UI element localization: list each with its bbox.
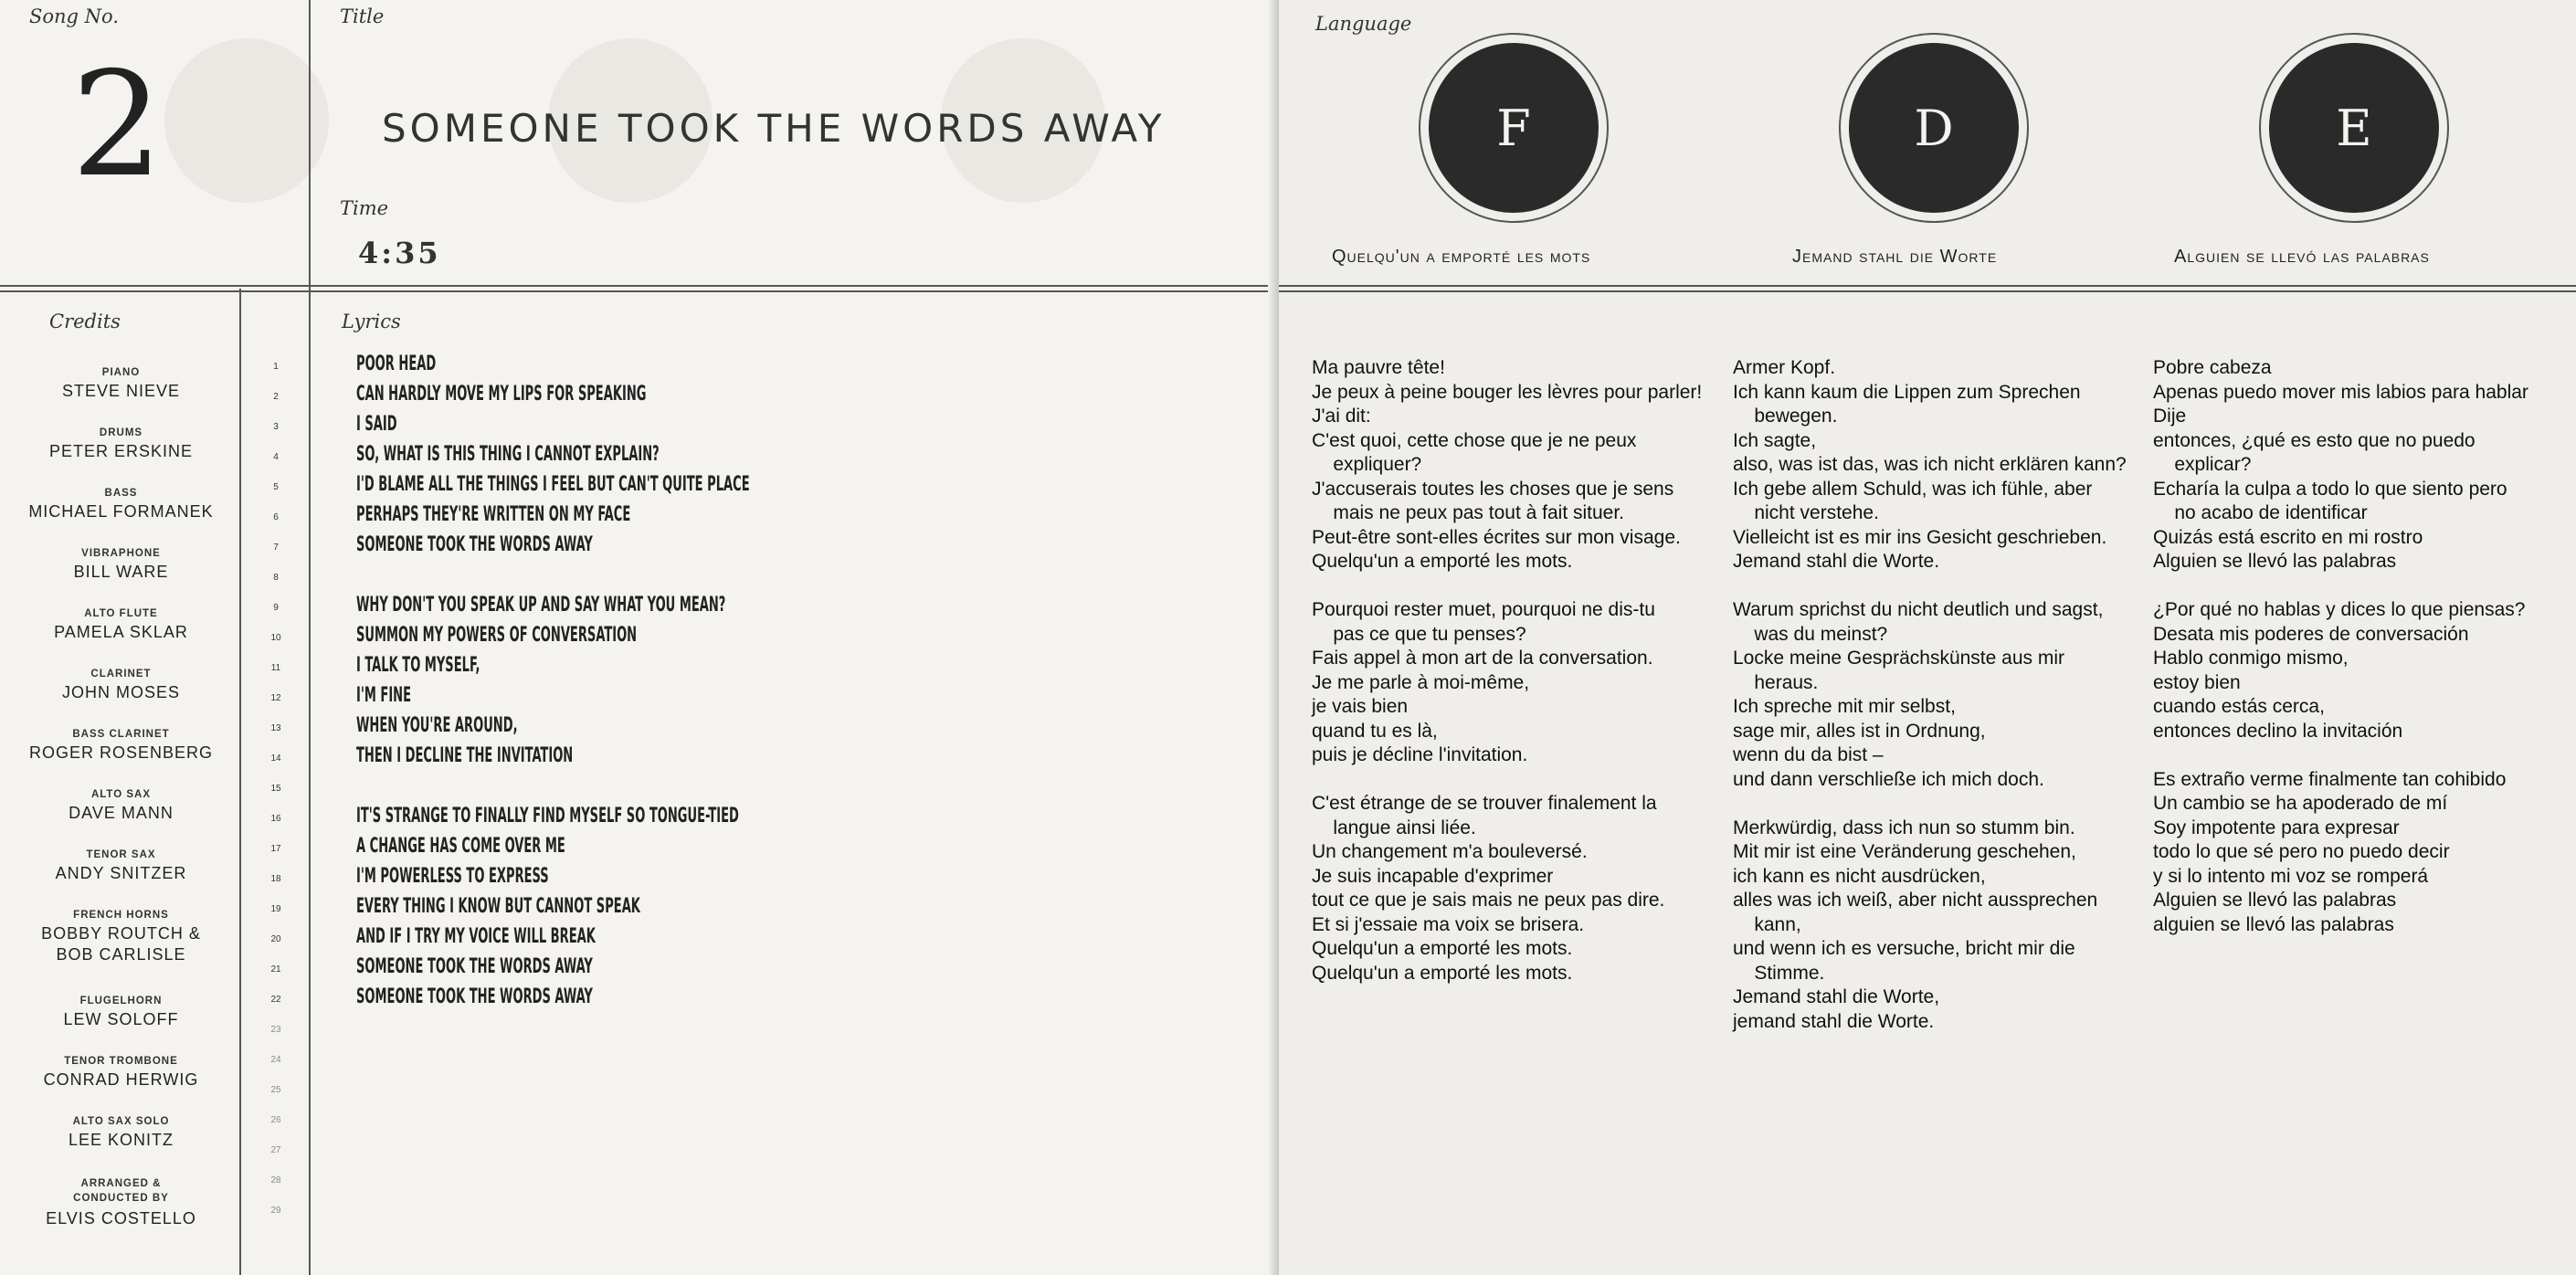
credit-name: ANDY SNITZER <box>55 864 187 882</box>
translation-line: wenn du da bist – <box>1733 744 1884 765</box>
language-letter: D <box>1849 43 2019 213</box>
line-number: 4 <box>273 452 279 462</box>
translation-line: pas ce que tu penses? <box>1312 623 1526 645</box>
translation-line: kann, <box>1733 913 1801 935</box>
translation-line: Et si j'essaie ma voix se brisera. <box>1312 913 1585 935</box>
translation-line: jemand stahl die Worte. <box>1733 1010 1935 1032</box>
translation-line: no acabo de identificar <box>2153 502 2368 523</box>
lyric-line: THEN I DECLINE THE INVITATION <box>356 744 574 767</box>
credit-name: ELVIS COSTELLO <box>46 1209 196 1228</box>
credit-entry <box>0 789 242 824</box>
translation-line: Un changement m'a bouleversé. <box>1312 841 1588 862</box>
line-number: 13 <box>270 723 281 733</box>
time-label: Time <box>340 197 389 219</box>
translation-line: Ma pauvre tête! <box>1312 357 1445 378</box>
line-number: 25 <box>270 1085 281 1095</box>
translation-line: explicar? <box>2153 454 2252 475</box>
credit-name: STEVE NIEVE <box>61 382 181 400</box>
translation-line <box>2153 743 2528 768</box>
line-number: 23 <box>270 1025 281 1035</box>
credit-role: ARRANGED & CONDUCTED BY <box>73 1178 169 1204</box>
credit-name: BILL WARE <box>73 563 169 581</box>
translation-text <box>2153 356 2528 937</box>
header-rule <box>0 290 1279 292</box>
line-number: 11 <box>270 663 281 673</box>
lyric-line: SUMMON MY POWERS OF CONVERSATION <box>356 624 638 647</box>
credits-label: Credits <box>49 311 121 332</box>
translation-line: Stimme. <box>1733 962 1825 984</box>
translation-line: entonces declino la invitación <box>2153 720 2403 742</box>
lyric-line: WHY DON'T YOU SPEAK UP AND SAY WHAT YOU MEAN? <box>356 594 726 616</box>
left-page <box>0 0 1279 1275</box>
translation-line: J'accuserais toutes les choses que je sens <box>1312 478 1674 500</box>
header-rule <box>1279 290 2576 292</box>
line-number: 7 <box>273 543 279 553</box>
line-number: 3 <box>273 422 279 432</box>
translation-line: Quelqu'un a emporté les mots. <box>1312 962 1573 984</box>
credit-role: CLARINET <box>90 669 152 680</box>
lyric-line: SOMEONE TOOK THE WORDS AWAY <box>356 955 593 978</box>
translation-line: Desata mis poderes de conversación <box>2153 623 2469 645</box>
song-title: SOMEONE TOOK THE WORDS AWAY <box>382 106 1166 151</box>
translation-line: Apenas puedo mover mis labios para hablar <box>2153 381 2528 403</box>
line-number: 18 <box>270 874 281 884</box>
credit-entry <box>0 1116 242 1151</box>
translation-line: Je peux à peine bouger les lèvres pour parler! <box>1312 381 1703 403</box>
lyric-line: I TALK TO MYSELF, <box>356 654 480 677</box>
translation-line: Un cambio se ha apoderado de mí <box>2153 793 2448 814</box>
song-time: 4:35 <box>358 236 441 270</box>
line-number: 26 <box>270 1115 281 1125</box>
translation-line: Es extraño verme finalmente tan cohibido <box>2153 768 2507 790</box>
credit-name: PETER ERSKINE <box>48 442 194 460</box>
translation-line: Locke meine Gesprächskünste aus mir <box>1733 648 2064 669</box>
credit-role: ALTO SAX <box>90 789 152 800</box>
credit-entry <box>0 849 242 884</box>
lyric-line: AND IF I TRY MY VOICE WILL BREAK <box>356 925 596 948</box>
line-number: 24 <box>270 1055 281 1065</box>
credit-name: JOHN MOSES <box>61 683 180 701</box>
translation-line: quand tu es là, <box>1312 720 1438 742</box>
credit-name: BOBBY ROUTCH & BOB CARLISLE <box>41 924 201 964</box>
language-title: Alguien se llevó las palabras <box>2174 247 2430 267</box>
translation-text <box>1312 356 1702 985</box>
right-page <box>1279 0 2576 1275</box>
line-number: 22 <box>270 995 281 1005</box>
translation-line: cuando estás cerca, <box>2153 696 2325 717</box>
translation-line: Pobre cabeza <box>2153 357 2272 378</box>
translation-line: Peut-être sont-elles écrites sur mon visage. <box>1312 526 1681 548</box>
line-number: 6 <box>273 512 279 522</box>
credit-entry <box>0 669 242 703</box>
translation-line: und dann verschließe ich mich doch. <box>1733 768 2044 790</box>
credit-entry <box>0 548 242 583</box>
credit-name: DAVE MANN <box>69 804 174 822</box>
credit-name: PAMELA SKLAR <box>54 623 188 641</box>
credit-entry <box>0 729 242 764</box>
translation-line: Je me parle à moi-même, <box>1312 671 1530 693</box>
lyric-line: CAN HARDLY MOVE MY LIPS FOR SPEAKING <box>356 383 647 406</box>
translation-line: Warum sprichst du nicht deutlich und sagst, <box>1733 599 2104 620</box>
language-title: Jemand stahl die Worte <box>1792 247 1998 267</box>
translation-line: Ich gebe allem Schuld, was ich fühle, aber <box>1733 478 2093 500</box>
translation-line: Quelqu'un a emporté les mots. <box>1312 938 1573 959</box>
song-number: 2 <box>71 41 164 209</box>
language-title: Quelqu'un a emporté les mots <box>1332 247 1591 267</box>
lyric-line: I'M FINE <box>356 684 412 707</box>
line-number: 2 <box>273 392 279 402</box>
language-letter: E <box>2269 43 2439 213</box>
translation-line: Jemand stahl die Worte, <box>1733 986 1940 1007</box>
credit-entry <box>0 367 242 402</box>
credit-name: LEE KONITZ <box>68 1131 174 1149</box>
translation-line: alles was ich weiß, aber nicht aussprechen <box>1733 890 2098 911</box>
line-number: 28 <box>270 1175 281 1185</box>
translation-line: estoy bien <box>2153 671 2241 693</box>
credit-role: DRUMS <box>99 427 143 438</box>
translation-text <box>1733 356 2127 1034</box>
column-divider <box>309 0 311 1275</box>
credit-role: BASS CLARINET <box>72 729 170 740</box>
translation-line: Alguien se llevó las palabras <box>2153 551 2397 572</box>
translation-line: heraus. <box>1733 671 1819 693</box>
translation-line: und wenn ich es versuche, bricht mir die <box>1733 938 2075 959</box>
translation-line: y si lo intento mi voz se romperá <box>2153 865 2429 887</box>
credit-entry <box>0 488 242 522</box>
credit-entry <box>0 1056 242 1091</box>
title-label: Title <box>340 5 385 27</box>
translation-line: je vais bien <box>1312 696 1409 717</box>
ghost-circle <box>164 38 329 203</box>
language-label: Language <box>1315 13 1412 35</box>
line-number: 27 <box>270 1145 281 1155</box>
translation-line: J'ai dit: <box>1312 406 1371 427</box>
credit-entry <box>0 996 242 1030</box>
line-number: 20 <box>270 934 281 944</box>
credit-role: VIBRAPHONE <box>81 548 161 559</box>
header-rule <box>1279 285 2576 287</box>
translation-line: Quelqu'un a emporté les mots. <box>1312 551 1573 572</box>
line-number: 5 <box>273 482 279 492</box>
translation-line: alguien se llevó las palabras <box>2153 913 2394 935</box>
translation-line: Pourquoi rester muet, pourquoi ne dis-tu <box>1312 599 1655 620</box>
header-rule <box>0 285 1279 287</box>
credit-role: PIANO <box>101 367 141 378</box>
translation-line: ¿Por qué no hablas y dices lo que piensas? <box>2153 599 2526 620</box>
translation-line: tout ce que je sais mais ne peux pas dire. <box>1312 890 1665 911</box>
translation-line: Je suis incapable d'exprimer <box>1312 865 1554 887</box>
language-badge-e <box>2259 33 2449 223</box>
translation-line <box>1312 768 1702 793</box>
lyric-line: SOMEONE TOOK THE WORDS AWAY <box>356 985 593 1008</box>
credit-role: ALTO FLUTE <box>84 608 158 619</box>
credit-name: MICHAEL FORMANEK <box>28 502 214 521</box>
translation-line: Merkwürdig, dass ich nun so stumm bin. <box>1733 817 2075 838</box>
song-no-label: Song No. <box>29 5 119 27</box>
credit-entry <box>0 910 242 965</box>
translation-line: nicht verstehe. <box>1733 502 1879 523</box>
line-number: 12 <box>270 693 281 703</box>
line-number: 10 <box>270 633 281 643</box>
credit-role: FRENCH HORNS <box>73 910 169 921</box>
language-badge-d <box>1839 33 2029 223</box>
credit-role: TENOR TROMBONE <box>64 1056 178 1067</box>
translation-line: Alguien se llevó las palabras <box>2153 890 2397 911</box>
translation-line <box>1733 574 2127 599</box>
translation-line: Hablo conmigo mismo, <box>2153 648 2349 669</box>
translation-line: C'est quoi, cette chose que je ne peux <box>1312 429 1637 451</box>
line-number: 17 <box>270 844 281 854</box>
credit-role: BASS <box>104 488 138 499</box>
translation-line: C'est étrange de se trouver finalement la <box>1312 793 1657 814</box>
lyric-line: A CHANGE HAS COME OVER ME <box>356 835 565 858</box>
translation-line: bewegen. <box>1733 406 1838 427</box>
credit-role: TENOR SAX <box>86 849 156 860</box>
translation-line: Soy impotente para expresar <box>2153 817 2400 838</box>
credit-name: LEW SOLOFF <box>63 1010 179 1028</box>
line-number: 19 <box>270 904 281 914</box>
credit-role: ALTO SAX SOLO <box>72 1116 170 1127</box>
language-letter: F <box>1429 43 1599 213</box>
lyric-line: I SAID <box>356 413 397 436</box>
lyric-line: I'D BLAME ALL THE THINGS I FEEL BUT CAN'T QUITE PLACE <box>356 473 750 496</box>
lyric-line: I'M POWERLESS TO EXPRESS <box>356 865 549 888</box>
translation-line: Fais appel à mon art de la conversation. <box>1312 648 1653 669</box>
translation-line <box>1733 792 2127 817</box>
translation-line: puis je décline l'invitation. <box>1312 744 1528 765</box>
translation-line: langue ainsi liée. <box>1312 817 1476 838</box>
translation-line: expliquer? <box>1312 454 1422 475</box>
lyric-line: PERHAPS THEY'RE WRITTEN ON MY FACE <box>356 503 631 526</box>
translation-line: Ich kann kaum die Lippen zum Sprechen <box>1733 381 2081 403</box>
translation-line <box>1312 574 1702 599</box>
line-number: 1 <box>273 362 279 372</box>
credit-name: ROGER ROSENBERG <box>28 743 214 762</box>
translation-line: Dije <box>2153 406 2187 427</box>
translation-line: Vielleicht ist es mir ins Gesicht geschrieben. <box>1733 526 2107 548</box>
translation-line: Ich spreche mit mir selbst, <box>1733 696 1956 717</box>
lyrics-label: Lyrics <box>342 311 401 332</box>
lyric-line: WHEN YOU'RE AROUND, <box>356 714 518 737</box>
translation-line: todo lo que sé pero no puedo decir <box>2153 841 2450 862</box>
credit-entry <box>0 608 242 643</box>
translation-line: Ich sagte, <box>1733 429 1817 451</box>
lyric-line: POOR HEAD <box>356 353 437 375</box>
translation-line <box>2153 574 2528 599</box>
line-number: 8 <box>273 573 279 583</box>
line-number: 29 <box>270 1206 281 1216</box>
line-number: 16 <box>270 814 281 824</box>
translation-line: Mit mir ist eine Veränderung geschehen, <box>1733 841 2076 862</box>
translation-line: was du meinst? <box>1733 623 1888 645</box>
lyric-line: EVERY THING I KNOW BUT CANNOT SPEAK <box>356 895 640 918</box>
line-number: 15 <box>270 784 281 794</box>
translation-line: Jemand stahl die Worte. <box>1733 551 1940 572</box>
line-number: 14 <box>270 753 281 764</box>
credit-entry <box>0 427 242 462</box>
lyric-line: SOMEONE TOOK THE WORDS AWAY <box>356 533 593 556</box>
line-number: 9 <box>273 603 279 613</box>
translation-line: ich kann es nicht ausdrücken, <box>1733 865 1986 887</box>
line-number: 21 <box>270 964 281 975</box>
translation-line: sage mir, alles ist in Ordnung, <box>1733 720 1986 742</box>
translation-line: mais ne peux pas tout à fait situer. <box>1312 502 1625 523</box>
lyric-line: IT'S STRANGE TO FINALLY FIND MYSELF SO TONGUE-TIED <box>356 805 739 827</box>
lyric-line: SO, WHAT IS THIS THING I CANNOT EXPLAIN? <box>356 443 660 466</box>
credit-role: FLUGELHORN <box>79 996 163 1006</box>
translation-line: also, was ist das, was ich nicht erklären kann? <box>1733 454 2127 475</box>
credit-entry <box>0 1176 242 1229</box>
credit-name: CONRAD HERWIG <box>43 1070 199 1089</box>
translation-line: Armer Kopf. <box>1733 357 1836 378</box>
translation-line: Echaría la culpa a todo lo que siento pero <box>2153 478 2507 500</box>
language-badge-f <box>1419 33 1609 223</box>
translation-line: Quizás está escrito en mi rostro <box>2153 526 2423 548</box>
translation-line: entonces, ¿qué es esto que no puedo <box>2153 429 2476 451</box>
